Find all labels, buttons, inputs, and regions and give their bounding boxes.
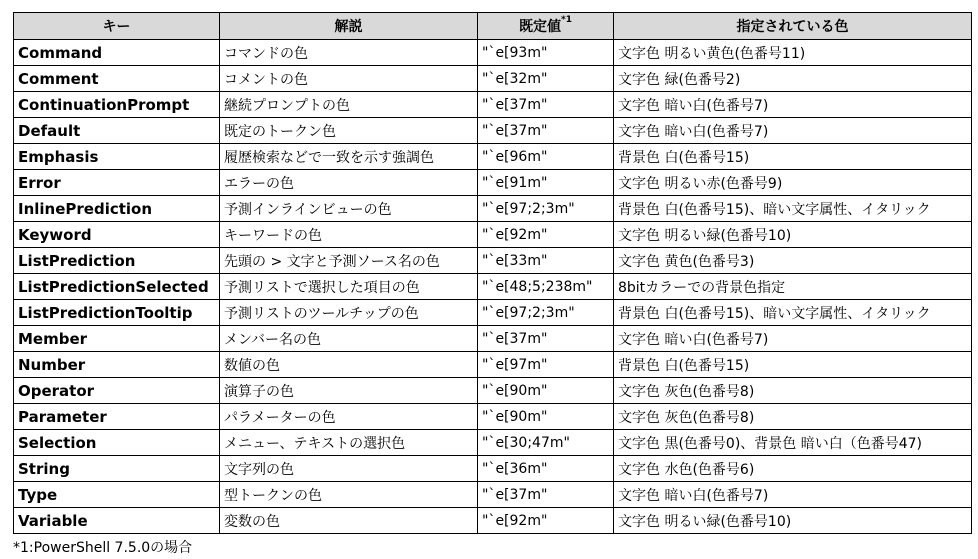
cell-color: 文字色 緑(色番号2)	[614, 66, 972, 92]
cell-key: Selection	[14, 430, 220, 456]
cell-default-value: "`e[92m"	[478, 222, 614, 248]
cell-color: 文字色 暗い白(色番号7)	[614, 118, 972, 144]
cell-default-value: "`e[48;5;238m"	[478, 274, 614, 300]
cell-default-value: "`e[90m"	[478, 404, 614, 430]
table-row	[14, 92, 972, 118]
cell-key: Member	[14, 326, 220, 352]
cell-default-value: "`e[36m"	[478, 456, 614, 482]
table-row	[14, 508, 972, 534]
cell-key: Type	[14, 482, 220, 508]
cell-description: メニュー、テキストの選択色	[220, 430, 478, 456]
cell-color: 文字色 明るい緑(色番号10)	[614, 508, 972, 534]
table-header-row	[14, 13, 972, 40]
cell-description: キーワードの色	[220, 222, 478, 248]
table-row	[14, 170, 972, 196]
cell-color: 文字色 灰色(色番号8)	[614, 404, 972, 430]
cell-key: Emphasis	[14, 144, 220, 170]
header-default-footnote-mark: *1	[561, 15, 572, 25]
cell-color: 文字色 水色(色番号6)	[614, 456, 972, 482]
table-row	[14, 144, 972, 170]
cell-description: 変数の色	[220, 508, 478, 534]
cell-default-value: "`e[37m"	[478, 482, 614, 508]
cell-color: 文字色 明るい赤(色番号9)	[614, 170, 972, 196]
header-color: 指定されている色	[614, 13, 972, 40]
cell-description: 数値の色	[220, 352, 478, 378]
cell-color: 文字色 暗い白(色番号7)	[614, 92, 972, 118]
table-row	[14, 378, 972, 404]
table-row	[14, 430, 972, 456]
table-row	[14, 248, 972, 274]
cell-description: コメントの色	[220, 66, 478, 92]
cell-color: 文字色 明るい緑(色番号10)	[614, 222, 972, 248]
header-default-label: 既定値	[519, 19, 562, 35]
cell-key: Variable	[14, 508, 220, 534]
cell-key: Error	[14, 170, 220, 196]
cell-color: 文字色 明るい黄色(色番号11)	[614, 40, 972, 66]
cell-color: 背景色 白(色番号15)	[614, 144, 972, 170]
cell-key: ContinuationPrompt	[14, 92, 220, 118]
cell-default-value: "`e[37m"	[478, 118, 614, 144]
cell-default-value: "`e[97;2;3m"	[478, 196, 614, 222]
cell-color: 背景色 白(色番号15)	[614, 352, 972, 378]
cell-key: Default	[14, 118, 220, 144]
cell-description: 継続プロンプトの色	[220, 92, 478, 118]
cell-default-value: "`e[37m"	[478, 92, 614, 118]
header-default	[478, 13, 614, 40]
cell-description: 型トークンの色	[220, 482, 478, 508]
cell-description: 履歴検索などで一致を示す強調色	[220, 144, 478, 170]
table-row	[14, 40, 972, 66]
table-row	[14, 196, 972, 222]
cell-key: InlinePrediction	[14, 196, 220, 222]
cell-description: メンバー名の色	[220, 326, 478, 352]
cell-color: 文字色 黄色(色番号3)	[614, 248, 972, 274]
table-row	[14, 274, 972, 300]
color-settings-table-container	[13, 12, 972, 534]
table-row	[14, 326, 972, 352]
cell-color: 文字色 灰色(色番号8)	[614, 378, 972, 404]
footnote: *1:PowerShell 7.5.0の場合	[13, 540, 193, 556]
cell-default-value: "`e[96m"	[478, 144, 614, 170]
cell-color: 文字色 暗い白(色番号7)	[614, 326, 972, 352]
cell-description: コマンドの色	[220, 40, 478, 66]
cell-description: 予測インラインビューの色	[220, 196, 478, 222]
cell-color: 8bitカラーでの背景色指定	[614, 274, 972, 300]
cell-default-value: "`e[91m"	[478, 170, 614, 196]
cell-default-value: "`e[97m"	[478, 352, 614, 378]
cell-color: 文字色 黒(色番号0)、背景色 暗い白（色番号47)	[614, 430, 972, 456]
header-description: 解説	[220, 13, 478, 40]
cell-description: 予測リストで選択した項目の色	[220, 274, 478, 300]
table-row	[14, 118, 972, 144]
cell-key: Comment	[14, 66, 220, 92]
cell-key: ListPredictionSelected	[14, 274, 220, 300]
cell-description: 演算子の色	[220, 378, 478, 404]
table-row	[14, 482, 972, 508]
cell-default-value: "`e[92m"	[478, 508, 614, 534]
cell-description: 既定のトークン色	[220, 118, 478, 144]
table-body	[14, 40, 972, 534]
cell-default-value: "`e[30;47m"	[478, 430, 614, 456]
cell-description: パラメーターの色	[220, 404, 478, 430]
cell-default-value: "`e[37m"	[478, 326, 614, 352]
cell-key: ListPredictionTooltip	[14, 300, 220, 326]
cell-default-value: "`e[32m"	[478, 66, 614, 92]
cell-key: ListPrediction	[14, 248, 220, 274]
header-key: キー	[14, 13, 220, 40]
cell-key: String	[14, 456, 220, 482]
color-settings-table	[13, 12, 972, 534]
cell-key: Parameter	[14, 404, 220, 430]
cell-default-value: "`e[93m"	[478, 40, 614, 66]
cell-key: Command	[14, 40, 220, 66]
table-row	[14, 456, 972, 482]
table-row	[14, 66, 972, 92]
table-row	[14, 300, 972, 326]
cell-description: 文字列の色	[220, 456, 478, 482]
cell-default-value: "`e[90m"	[478, 378, 614, 404]
cell-description: 先頭の > 文字と予測ソース名の色	[220, 248, 478, 274]
table-row	[14, 404, 972, 430]
cell-color: 文字色 暗い白(色番号7)	[614, 482, 972, 508]
cell-color: 背景色 白(色番号15)、暗い文字属性、イタリック	[614, 196, 972, 222]
cell-default-value: "`e[33m"	[478, 248, 614, 274]
cell-default-value: "`e[97;2;3m"	[478, 300, 614, 326]
cell-color: 背景色 白(色番号15)、暗い文字属性、イタリック	[614, 300, 972, 326]
cell-description: エラーの色	[220, 170, 478, 196]
cell-key: Operator	[14, 378, 220, 404]
cell-key: Keyword	[14, 222, 220, 248]
cell-key: Number	[14, 352, 220, 378]
table-row	[14, 352, 972, 378]
table-row	[14, 222, 972, 248]
cell-description: 予測リストのツールチップの色	[220, 300, 478, 326]
